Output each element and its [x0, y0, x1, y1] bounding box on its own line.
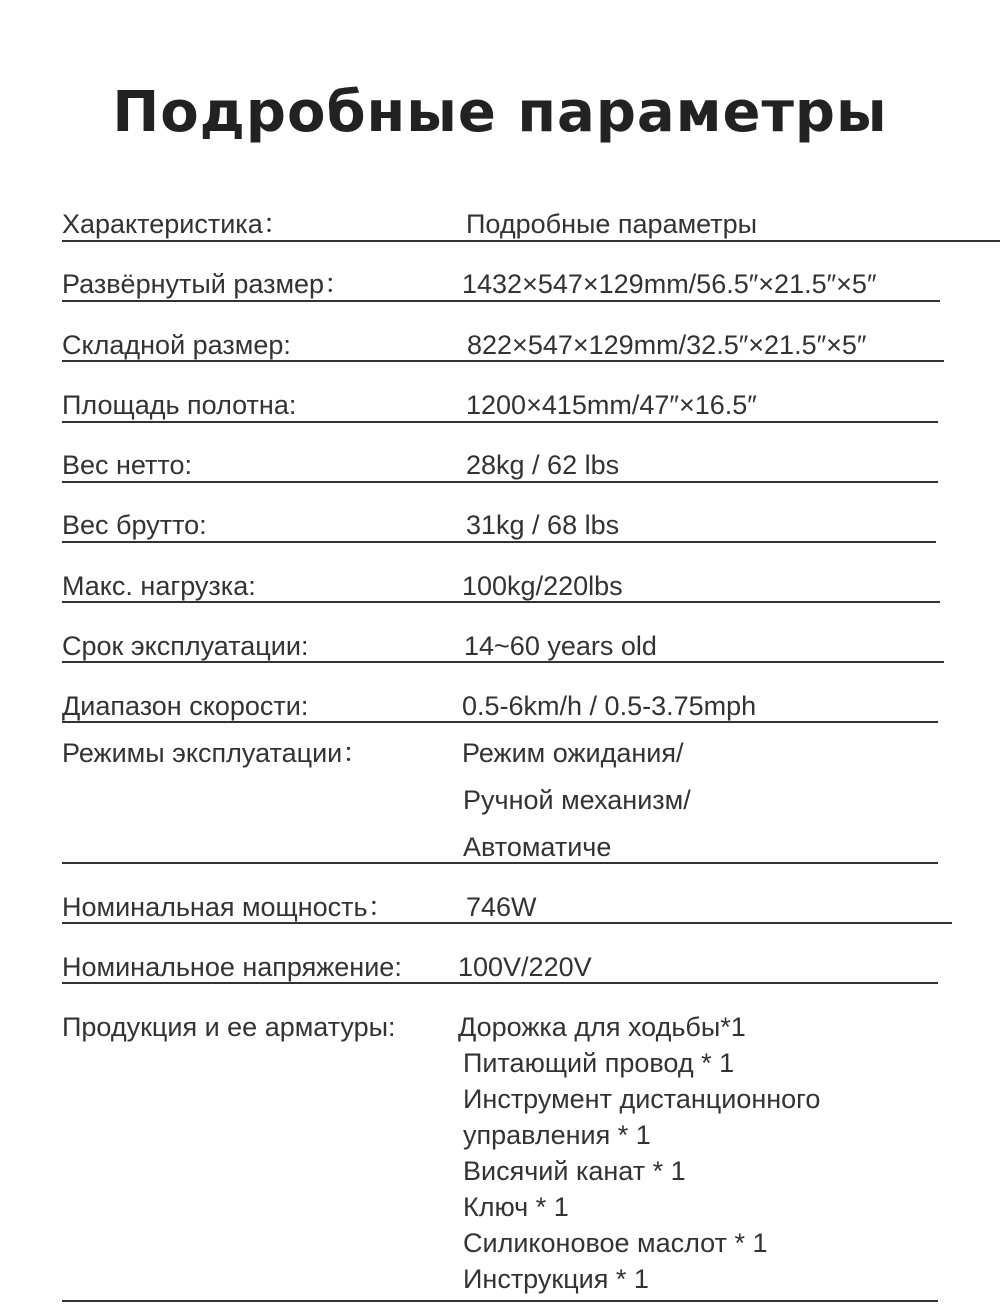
- row-underline: [62, 862, 938, 864]
- mode-item: Ручной механизм/: [463, 785, 691, 815]
- spec-label: Номинальное напряжение:: [62, 952, 402, 982]
- spec-label: Макс. нагрузка:: [62, 571, 256, 601]
- accessory-item: Инструмент дистанционного: [463, 1084, 821, 1114]
- accessory-item: Питающий провод * 1: [463, 1048, 735, 1078]
- row-underline: [62, 982, 938, 984]
- row-underline: [62, 360, 944, 362]
- spec-value: 1200×415mm/47″×16.5″: [466, 390, 757, 420]
- spec-value: Подробные параметры: [466, 209, 758, 239]
- spec-value: 1432×547×129mm/56.5″×21.5″×5″: [462, 269, 877, 299]
- row-underline: [62, 1300, 938, 1302]
- spec-value: 28kg / 62 lbs: [466, 450, 620, 480]
- spec-label: Площадь полотна:: [62, 390, 297, 420]
- spec-value: 100kg/220lbs: [462, 571, 623, 601]
- row-underline: [62, 541, 936, 543]
- row-underline: [62, 721, 938, 723]
- spec-label: Срок эксплуатации:: [62, 631, 309, 661]
- row-underline: [62, 300, 940, 302]
- mode-item: Режим ожидания/: [462, 738, 684, 768]
- spec-label: Вес нетто:: [62, 450, 193, 480]
- spec-label: Режимы эксплуатации：: [62, 738, 370, 768]
- accessory-item: Дорожка для ходьбы*1: [458, 1012, 746, 1042]
- spec-label: Развёрнутый размер：: [62, 269, 352, 299]
- spec-label: Продукция и ее арматуры:: [62, 1012, 396, 1042]
- spec-label: Номинальная мощность：: [62, 892, 395, 922]
- row-underline: [62, 240, 298, 242]
- row-underline: [62, 601, 940, 603]
- spec-value: 0.5-6km/h / 0.5-3.75mph: [462, 691, 757, 721]
- accessory-item: Силиконовое маслот * 1: [463, 1228, 768, 1258]
- accessory-item: Висячий канат * 1: [463, 1156, 686, 1186]
- row-underline: [62, 481, 938, 483]
- mode-item: Автоматиче: [463, 832, 612, 862]
- accessory-item: управления * 1: [463, 1120, 651, 1150]
- spec-label: Характеристика：: [62, 209, 290, 239]
- spec-label: Диапазон скорости:: [62, 691, 309, 721]
- accessory-item: Ключ * 1: [463, 1192, 569, 1222]
- spec-value: 822×547×129mm/32.5″×21.5″×5″: [467, 330, 867, 360]
- accessory-item: Инструкция * 1: [463, 1264, 649, 1294]
- spec-value: 100V/220V: [458, 952, 592, 982]
- spec-value: 746W: [466, 892, 537, 922]
- row-underline: [62, 922, 952, 924]
- spec-label: Вес брутто:: [62, 510, 207, 540]
- spec-value: 31kg / 68 lbs: [466, 510, 620, 540]
- row-underline: [298, 240, 1000, 242]
- spec-value: 14~60 years old: [464, 631, 657, 661]
- spec-label: Складной размер:: [62, 330, 291, 360]
- row-underline: [62, 421, 938, 423]
- row-underline: [62, 661, 944, 663]
- page-title: Подробные параметры: [112, 80, 888, 145]
